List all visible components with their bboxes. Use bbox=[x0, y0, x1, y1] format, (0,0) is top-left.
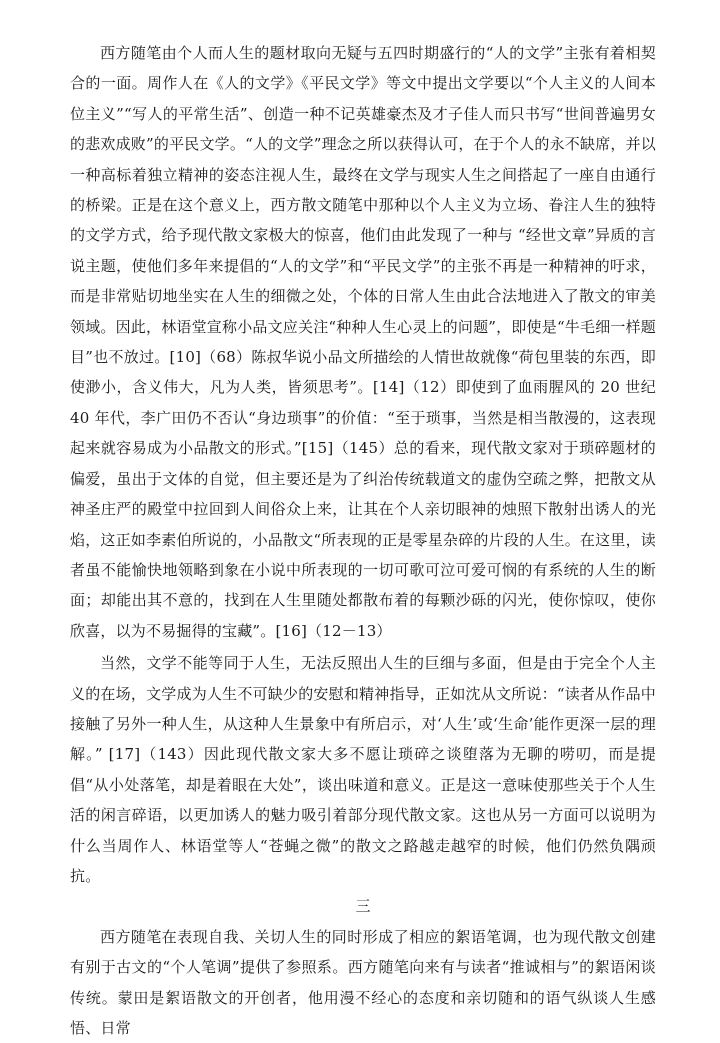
section-heading: 三 bbox=[355, 897, 371, 916]
body-paragraph-2: 当然，文学不能等同于人生，无法反照出人生的巨细与多面，但是由于完全个人主义的在场，文学成为人生不可缺少的安慰和精神指导，正如沈从文所说：“读者从作品中接触了另外一种人生，从这种人生景象中有所启示，对‘人生’或‘生命’能作更深一层的理解。” [17]（143）因此现代散文家大多不愿让琐碎之谈堕落为无聊的唠叨，而是提倡“从小处落笔，却是着眼在大处”，谈出味道和意义。正是这一意味使那些关于个人生活的闲言碎语，以更加诱人的魅力吸引着部分现代散文家。这也从另一方面可以说明为什么当周作人、林语堂等人“苍蝇之微”的散文之路越走越窄的时候，他们仍然负隅顽抗。 bbox=[70, 654, 656, 885]
body-paragraph-1: 西方随笔由个人而人生的题材取向无疑与五四时期盛行的“人的文学”主张有着相契合的一面。周作人在《人的文学》《平民文学》等文中提出文学要以“个人主义的人间本位主义”“写人的平常生活”、创造一种不记英雄豪杰及才子佳人而只书写“世间普遍男女的悲欢成败”的平民文学。“人的文学”理念之所以获得认可，在于个人的永不缺席，并以一种高标着独立精神的姿态注视人生，最终在文学与现实人生之间搭起了一座自由通行的桥梁。正是在这个意义上，西方散文随笔中那种以个人主义为立场、眷注人生的独特的文学方式，给予现代散文家极大的惊喜，他们由此发现了一种与 “经世文章”异质的言说主题，使他们多年来提倡的“人的文学”和“平民文学”的主张不再是一种精神的吁求，而是非常贴切地坐实在人生的细微之处，个体的日常人生由此合法地进入了散文的审美领域。因此，林语堂宣称小品文应关注“种种人生心灵上的问题”，即使是“牛毛细一样题目”也不放过。[10]（68）陈叔华说小品文所描绘的人情世故就像“荷包里装的东西，即使渺小，含义伟大，凡为人类，皆须思考”。[14]（12）即使到了血雨腥风的 20 世纪 40 年代，李广田仍不否认“身边琐事”的价值：“至于琐事，当然是相当散漫的，这表现起来就容易成为小品散文的形式。”[15]（145）总的看来，现代散文家对于琐碎题材的偏爱，虽出于文体的自觉，但主要还是为了纠治传统载道文的虚伪空疏之弊，把散文从神圣庄严的殿堂中拉回到人间俗众上来，让其在个人亲切眼神的烛照下散射出诱人的光焰，这正如李素伯所说的，小品散文“所表现的正是零星杂碎的片段的人生。在这里，读者虽不能愉快地领略到象在小说中所表现的一切可歌可泣可爱可悯的有系统的人生的断面；却能出其不意的，找到在人生里随处都散布着的每颗沙砾的闪光，使你惊叹，使你欣喜，以为不易掘得的宝藏”。[16]（12－13） bbox=[70, 44, 657, 640]
document-page bbox=[70, 38, 656, 1043]
body-paragraph-3: 西方随笔在表现自我、关切人生的同时形成了相应的絮语笔调，也为现代散文创建有别于古文的“个人笔调”提供了参照系。西方随笔向来有与读者“推诚相与”的絮语闲谈传统。蒙田是絮语散文的开创者，他用漫不经心的态度和亲切随和的语气纵谈人生感悟、日常 bbox=[70, 927, 656, 1037]
